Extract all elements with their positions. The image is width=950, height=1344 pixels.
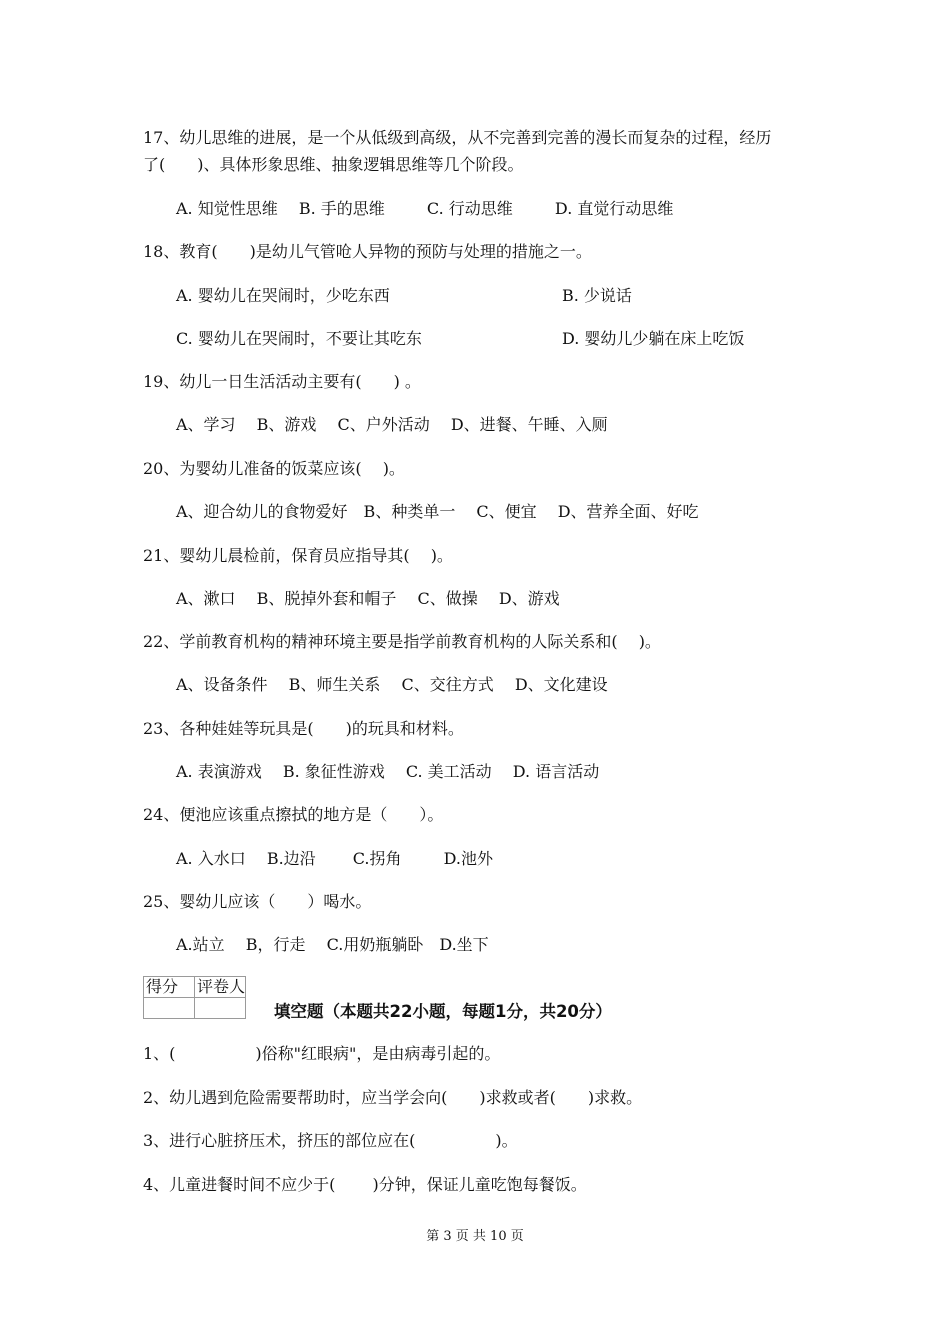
question-17-stem-line2: 了( )、具体形象思维、抽象逻辑思维等几个阶段。 [143,155,524,174]
question-17-stem-line1: 17、幼儿思维的进展，是一个从低级到高级，从不完善到完善的漫长而复杂的过程，经历 [143,128,772,147]
question-22-stem: 22、学前教育机构的精神环境主要是指学前教育机构的人际关系和( )。 [143,632,661,651]
question-18-option-a: A. 婴幼儿在哭闹时，少吃东西 [176,286,390,305]
fill-blank-3: 3、进行心脏挤压术，挤压的部位应在( )。 [143,1131,518,1150]
score-label: 得分 [144,977,195,998]
question-20-options: A、迎合幼儿的食物爱好 B、种类单一 C、便宜 D、营养全面、好吃 [176,502,699,521]
section-title: 填空题（本题共22小题，每题1分，共20分） [274,1002,612,1021]
question-20-stem: 20、为婴幼儿准备的饭菜应该( )。 [143,459,405,478]
question-23-stem: 23、各种娃娃等玩具是( )的玩具和材料。 [143,719,464,738]
fill-blank-4: 4、儿童进餐时间不应少于( )分钟，保证儿童吃饱每餐饭。 [143,1175,587,1194]
question-22-options: A、设备条件 B、师生关系 C、交往方式 D、文化建设 [176,675,608,694]
question-25-stem: 25、婴幼儿应该（ ）喝水。 [143,892,372,911]
question-24-stem: 24、便池应该重点擦拭的地方是（ ）。 [143,805,444,824]
question-25-options: A.站立 B，行走 C.用奶瓶躺卧 D.坐下 [176,935,489,954]
question-18-option-c: C. 婴幼儿在哭闹时，不要让其吃东 [176,329,422,348]
page-footer: 第 3 页 共 10 页 [426,1229,524,1244]
fill-blank-2: 2、幼儿遇到危险需要帮助时，应当学会向( )求救或者( )求救。 [143,1088,643,1107]
question-18-option-d: D. 婴幼儿少躺在床上吃饭 [562,329,745,348]
question-23-options: A. 表演游戏 B. 象征性游戏 C. 美工活动 D. 语言活动 [176,762,600,781]
question-19-stem: 19、幼儿一日生活活动主要有( ) 。 [143,372,421,391]
question-24-options: A. 入水口 B.边沿 C.拐角 D.池外 [176,849,494,868]
grader-cell [195,998,246,1019]
fill-blank-1: 1、( )俗称"红眼病"，是由病毒引起的。 [143,1044,501,1063]
score-table [143,976,246,1019]
question-21-options: A、漱口 B、脱掉外套和帽子 C、做操 D、游戏 [176,589,560,608]
question-18-stem: 18、教育( )是幼儿气管呛人异物的预防与处理的措施之一。 [143,242,592,261]
question-18-option-b: B. 少说话 [562,286,632,305]
score-cell [144,998,195,1019]
question-19-options: A、学习 B、游戏 C、户外活动 D、进餐、午睡、入厕 [176,415,608,434]
question-17-options: A. 知觉性思维 B. 手的思维 C. 行动思维 D. 直觉行动思维 [176,199,674,218]
question-21-stem: 21、婴幼儿晨检前，保育员应指导其( )。 [143,546,453,565]
grader-label: 评卷人 [195,977,246,998]
